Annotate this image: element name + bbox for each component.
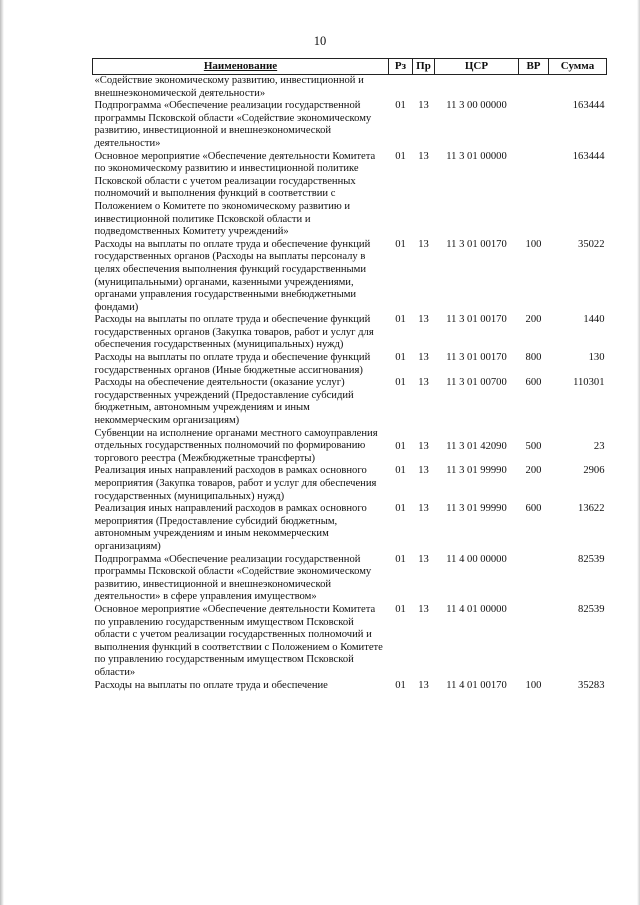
row-csr: 11 3 01 00000 — [446, 150, 507, 162]
row-name: Основное мероприятие «Обеспечение деятельности Комитета по экономическому развитию и инвестиционной политике Псковской области с учетом реализации государственных полномочий и выполнения функций в соответствии с Положением о Комитете по экономическому развитию и инвестиционной политике Псковской области и подведомственных Комитету учреждений» — [94, 150, 376, 238]
header-row — [93, 59, 607, 75]
header-rz: Рз — [389, 59, 413, 75]
row-vr: 100 — [525, 679, 542, 691]
row-sum: 1440 — [583, 314, 605, 326]
row-rz: 01 — [395, 238, 406, 250]
row-name: Основное мероприятие «Обеспечение деятельности Комитета по управлению государственным имуществом Псковской области с учетом реализации государственных полномочий и выполнения функций в соответствии с Положением о Комитете по управлению государственным имуществом Псковской области» — [94, 603, 383, 678]
page-number: 10 — [313, 34, 327, 48]
row-vr: 800 — [525, 352, 542, 364]
table-row — [93, 680, 607, 693]
header-vr: ВР — [519, 59, 549, 75]
table-row — [93, 554, 607, 604]
row-rz — [389, 75, 413, 101]
row-sum: 35022 — [578, 238, 605, 250]
row-pr: 13 — [418, 314, 429, 326]
row-vr: 600 — [525, 503, 542, 515]
row-pr: 13 — [418, 553, 429, 565]
row-vr: 200 — [525, 465, 542, 477]
row-name: «Содействие экономическому развитию, инвестиционной и внешнеэкономической деятельности» — [94, 75, 364, 99]
row-csr: 11 3 01 00170 — [446, 352, 507, 364]
table-row — [93, 239, 607, 315]
row-vr: 600 — [525, 377, 542, 389]
row-vr — [519, 100, 549, 150]
row-vr: 200 — [525, 314, 542, 326]
row-pr: 13 — [418, 100, 429, 112]
table-row — [93, 100, 607, 150]
table-row — [93, 428, 607, 466]
row-csr: 11 4 01 00000 — [446, 603, 507, 615]
row-pr: 13 — [418, 352, 429, 364]
row-rz: 01 — [395, 314, 406, 326]
row-rz: 01 — [395, 440, 406, 452]
row-pr: 13 — [418, 603, 429, 615]
row-sum: 2906 — [583, 465, 605, 477]
table-row — [93, 352, 607, 377]
scan-edge-left — [0, 0, 4, 905]
row-vr — [519, 75, 549, 101]
row-vr: 100 — [525, 238, 542, 250]
row-name: Расходы на обеспечение деятельности (оказание услуг) государственных учреждений (Предоставление субсидий бюджетным, автономным учреждениям и иным некоммерческим организациям) — [94, 377, 354, 427]
row-csr: 11 3 01 00700 — [446, 377, 507, 389]
row-csr: 11 4 00 00000 — [446, 553, 507, 565]
row-rz: 01 — [395, 150, 406, 162]
header-name: Наименование — [93, 59, 389, 75]
row-name: Субвенции на исполнение органами местного самоуправления отдельных государственных полномочий по формированию торгового реестра (Межбюджетные трансферты) — [94, 427, 378, 464]
row-pr: 13 — [418, 679, 429, 691]
row-csr: 11 3 01 42090 — [446, 440, 507, 452]
row-rz: 01 — [395, 100, 406, 112]
row-name: Расходы на выплаты по оплате труда и обеспечение функций государственных органов (Закупка товаров, работ и услуг для обеспечения государственных (муниципальных) нужд) — [94, 314, 374, 351]
row-csr: 11 3 01 99990 — [446, 465, 507, 477]
table-row — [93, 604, 607, 680]
row-rz: 01 — [395, 465, 406, 477]
row-rz: 01 — [395, 377, 406, 389]
row-rz: 01 — [395, 352, 406, 364]
row-sum — [549, 75, 607, 101]
row-name: Расходы на выплаты по оплате труда и обеспечение функций государственных органов (Расходы на выплаты персоналу в целях обеспечения выполнения функций государственными (муниципальными) органами, казенными учреждениями, органами управления государственными внебюджетными фондами) — [94, 238, 371, 313]
table-row — [93, 151, 607, 239]
row-csr: 11 3 00 00000 — [446, 100, 507, 112]
row-vr — [519, 604, 549, 680]
table-body — [93, 75, 607, 693]
row-sum: 110301 — [573, 377, 605, 389]
row-sum: 23 — [593, 440, 605, 452]
row-sum: 163444 — [572, 100, 605, 112]
row-name: Подпрограмма «Обеспечение реализации государственной программы Псковской области «Содействие экономическому развитию, инвестиционной и внешнеэкономической деятельности» в сфере управления имуществом» — [94, 553, 372, 603]
row-csr: 11 3 01 00170 — [446, 238, 507, 250]
row-pr: 13 — [418, 238, 429, 250]
row-csr: 11 4 01 00170 — [446, 679, 507, 691]
row-pr: 13 — [418, 377, 429, 389]
row-name: Реализация иных направлений расходов в рамках основного мероприятия (Закупка товаров, работ и услуг для обеспечения государственных (муниципальных) нужд) — [94, 465, 377, 502]
row-sum: 82539 — [578, 603, 605, 615]
row-pr: 13 — [418, 150, 429, 162]
row-name: Подпрограмма «Обеспечение реализации государственной программы Псковской области «Содействие экономическому развитию, инвестиционной и внешнеэкономической деятельности» — [94, 100, 372, 149]
header-csr: ЦСР — [435, 59, 519, 75]
row-rz: 01 — [395, 603, 406, 615]
table-row — [93, 465, 607, 503]
table-row — [93, 377, 607, 427]
table-header — [93, 59, 607, 75]
row-pr: 13 — [418, 465, 429, 477]
row-csr — [435, 75, 519, 101]
row-sum: 13622 — [578, 503, 605, 515]
header-sum: Сумма — [549, 59, 607, 75]
table-row — [93, 503, 607, 553]
row-name: Расходы на выплаты по оплате труда и обеспечение функций государственных органов (Иные бюджетные ассигнования) — [94, 352, 371, 376]
budget-table — [92, 58, 607, 692]
row-rz: 01 — [395, 503, 406, 515]
row-pr: 13 — [418, 440, 429, 452]
row-pr — [413, 75, 435, 101]
header-pr: Пр — [413, 59, 435, 75]
table-row — [93, 75, 607, 101]
row-sum: 163444 — [572, 150, 605, 162]
row-vr — [519, 151, 549, 239]
row-vr: 500 — [525, 440, 542, 452]
row-csr: 11 3 01 00170 — [446, 314, 507, 326]
row-sum: 35283 — [578, 679, 605, 691]
row-csr: 11 3 01 99990 — [446, 503, 507, 515]
table-row — [93, 314, 607, 352]
row-rz: 01 — [395, 553, 406, 565]
row-name: Реализация иных направлений расходов в рамках основного мероприятия (Предоставление субсидий бюджетным, автономным учреждениям и иным некоммерческим организациям) — [94, 503, 367, 552]
row-sum: 82539 — [578, 553, 605, 565]
row-vr — [519, 554, 549, 604]
row-name: Расходы на выплаты по оплате труда и обеспечение — [94, 679, 328, 691]
row-rz: 01 — [395, 679, 406, 691]
row-pr: 13 — [418, 503, 429, 515]
row-sum: 130 — [588, 352, 605, 364]
